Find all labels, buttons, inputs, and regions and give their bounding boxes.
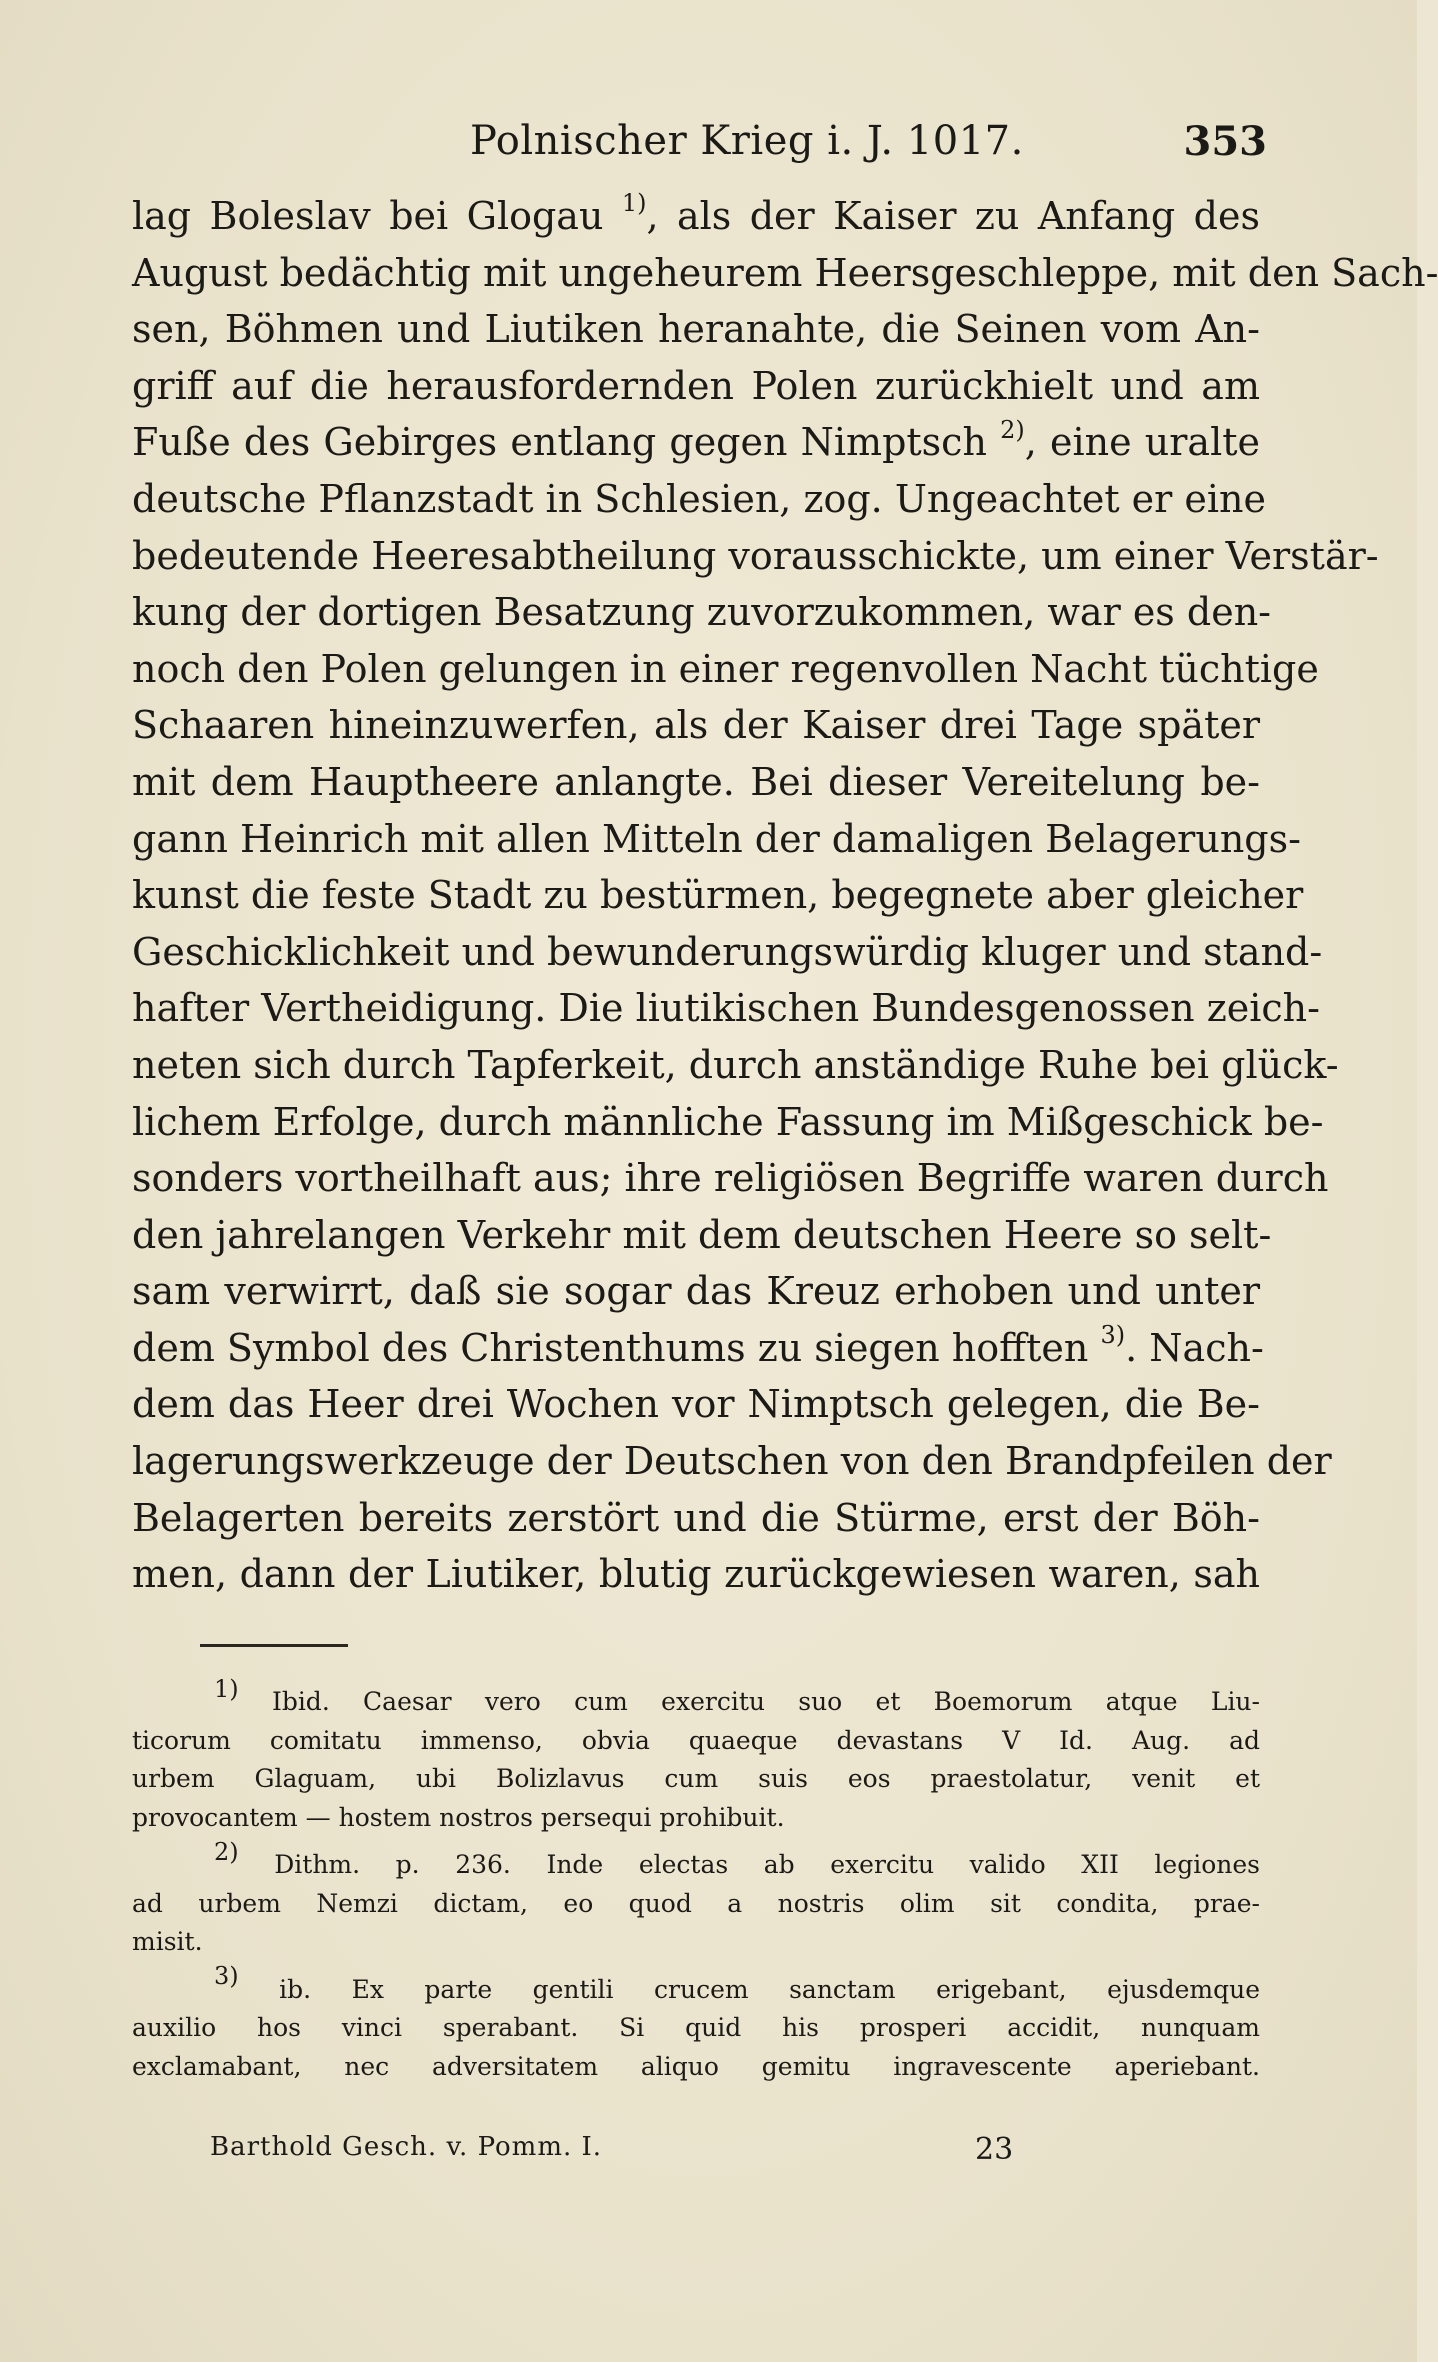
text-line: deutsche Pflanzstadt in Schlesien, zog. Ungeachtet er eine	[132, 476, 1267, 521]
footnote-ref: 2)	[1000, 415, 1025, 444]
printer-signature: Barthold Gesch. v. Pomm. I.	[210, 2132, 603, 2162]
footnote-gap	[132, 1962, 1260, 1971]
page-number: 353	[1183, 118, 1267, 165]
text-line: gann Heinrich mit allen Mitteln der damaligen Belagerungs-	[132, 816, 1301, 861]
text-line: sam verwirrt, daß sie sogar das Kreuz erhoben und unter	[132, 1269, 1260, 1314]
footnote-gap	[132, 1837, 1260, 1846]
text-line: lag Boleslav bei Glogau $^{1)}$, als der Kaiser zu Anfang des	[132, 189, 1260, 238]
footnote-line: urbem Glaguam, ubi Bolizlavus cum suis eos praestolatur, venit et	[132, 1764, 1260, 1793]
footnote-ref: 3)	[1100, 1321, 1126, 1350]
body-text	[132, 188, 1438, 1603]
text-line: den jahrelangen Verkehr mit dem deutschen Heere so selt-	[132, 1212, 1272, 1257]
footnote-divider	[200, 1644, 348, 1647]
footnote-marker: 1)	[214, 1674, 239, 1703]
footnote-2	[132, 1837, 1260, 1962]
footnote-line: exclamabant, nec adversitatem aliquo gemitu ingravescente aperiebant.	[132, 2051, 1260, 2081]
text-line: Fuße des Gebirges entlang gegen Nimptsch $^{2)}$, eine uralte	[132, 415, 1261, 465]
text-line: Belagerten bereits zerstört und die Stürme, erst der Böh-	[132, 1495, 1260, 1540]
text-line: sonders vortheilhaft aus; ihre religiösen Begriffe waren durch	[132, 1156, 1329, 1201]
footnote-1	[132, 1674, 1260, 1837]
footnote-3	[132, 1962, 1260, 2087]
text-line: dem Symbol des Christenthums zu siegen hofften $^{3)}$. Nach-	[132, 1321, 1264, 1370]
text-line: men, dann der Liutiker, blutig zurückgewiesen waren, sah	[132, 1552, 1260, 1597]
text-line: dem das Heer drei Wochen vor Nimptsch gelegen, die Be-	[132, 1382, 1260, 1427]
text-line: griff auf die herausfordernden Polen zurückhielt und am	[132, 363, 1260, 408]
footnote-marker: 2)	[214, 1837, 239, 1866]
footnote-line: misit.	[132, 1927, 203, 1956]
text-line: August bedächtig mit ungeheurem Heersgeschleppe, mit den Sach-	[132, 250, 1438, 295]
footnotes	[132, 1674, 1260, 2086]
signature-mark: 23	[975, 2132, 1014, 2167]
text-line: hafter Vertheidigung. Die liutikischen Bundesgenossen zeich-	[132, 986, 1320, 1031]
text-line: neten sich durch Tapferkeit, durch anständige Ruhe bei glück-	[132, 1042, 1339, 1087]
footnote-line: provocantem — hostem nostros persequi prohibuit.	[132, 1802, 785, 1832]
text-line: lagerungswerkzeuge der Deutschen von den Brandpfeilen der	[132, 1439, 1332, 1484]
footnote-line: $^{3)}$ ib. Ex parte gentili crucem sanctam erigebant, ejusdemque	[214, 1962, 1260, 2004]
text-line: lichem Erfolge, durch männliche Fassung im Mißgeschick be-	[132, 1099, 1324, 1144]
footnote-line: auxilio hos vinci sperabant. Si quid his prosperi accidit, nunquam	[132, 2013, 1260, 2042]
page-header	[130, 118, 1267, 178]
running-title: Polnischer Krieg i. J. 1017.	[470, 118, 1024, 164]
text-line: mit dem Hauptheere anlangte. Bei dieser Vereitelung be-	[132, 759, 1260, 804]
text-line: sen, Böhmen und Liutiken heranahte, die Seinen vom An-	[132, 307, 1260, 352]
footnote-line: ticorum comitatu immenso, obvia quaeque devastans V Id. Aug. ad	[132, 1725, 1260, 1755]
footnote-ref: 1)	[621, 189, 647, 218]
footnote-marker: 3)	[214, 1962, 239, 1991]
text-line: Schaaren hineinzuwerfen, als der Kaiser drei Tage später	[132, 703, 1260, 748]
page-footer	[210, 2132, 1267, 2172]
text-line: bedeutende Heeresabtheilung vorausschickte, um einer Verstär-	[132, 533, 1379, 578]
text-line: Geschicklichkeit und bewunderungswürdig kluger und stand-	[132, 929, 1323, 974]
text-line: kunst die feste Stadt zu bestürmen, begegnete aber gleicher	[132, 873, 1304, 918]
footnote-line: $^{1)}$ Ibid. Caesar vero cum exercitu suo et Boemorum atque Liu-	[214, 1674, 1260, 1716]
text-line: noch den Polen gelungen in einer regenvollen Nacht tüchtige	[132, 646, 1319, 691]
footnote-line: $^{2)}$ Dithm. p. 236. Inde electas ab exercitu valido XII legiones	[214, 1837, 1260, 1879]
footnote-line: ad urbem Nemzi dictam, eo quod a nostris olim sit condita, prae-	[132, 1888, 1260, 1918]
text-line: kung der dortigen Besatzung zuvorzukommen, war es den-	[132, 590, 1272, 635]
